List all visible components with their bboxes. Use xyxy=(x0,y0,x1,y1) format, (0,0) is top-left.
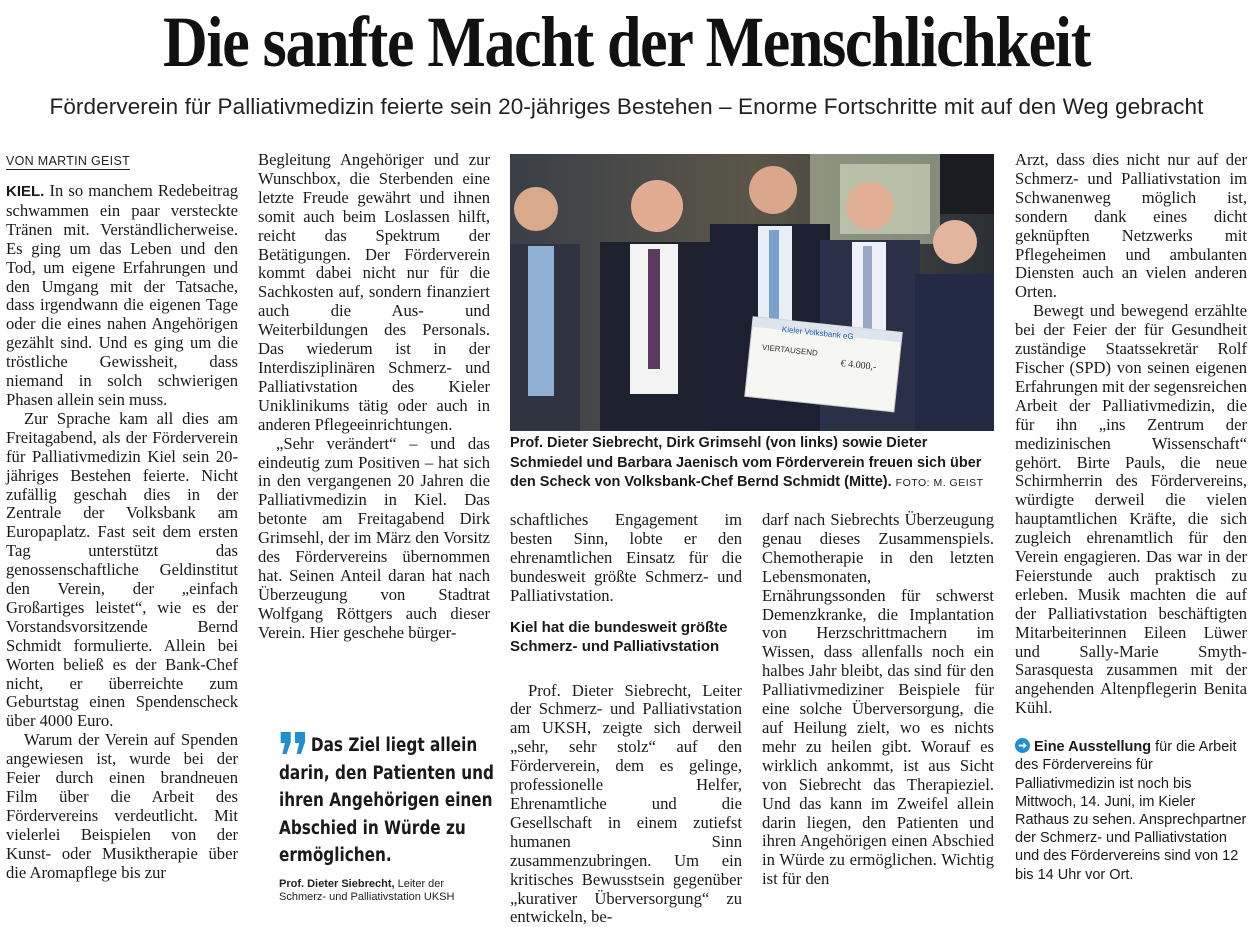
article-headline: Die sanfte Macht der Menschlichkeit xyxy=(162,2,1091,82)
article-photo xyxy=(510,154,994,431)
caption-text: Prof. Dieter Siebrecht, Dirk Grimsehl (von links) sowie Dieter Schmiedel und Barbara Jaenisch vom Förderverein freuen sich über den Scheck von Volksbank-Chef Bernd Schmidt (Mitte). xyxy=(510,435,982,490)
paragraph: schaftliches Engagement im besten Sinn, lobte er den ehrenamtlichen Einsatz für die bundesweit größte Schmerz- und Palliativstation. xyxy=(510,510,742,605)
paragraph: Prof. Dieter Siebrecht, Leiter der Schmerz- und Palliativstation am UKSH, zeigte sich derweil „sehr, sehr stolz“ auf den Förderverein, dem es gelinge, professionelle Helfer, Ehrenamtliche und die Gesellschaft in einem zutiefst humanen Sinn zusammenzubringen. Um ein kritisches Bewusstsein gegenüber „kurativer Überversorgung“ zu entwickeln, be- xyxy=(510,680,742,927)
pull-quote-text xyxy=(279,732,494,870)
quote-body: Das Ziel liegt allein darin, den Patienten und ihren Angehörigen einen Abschied in Würde zu ermöglichen. xyxy=(279,735,494,866)
scheck-amount-text: VIERTAUSEND xyxy=(761,342,819,358)
column-4 xyxy=(762,511,994,911)
article-subheadline: Förderverein für Palliativmedizin feierte sein 20-jähriges Bestehen – Enorme Fortschritte mit auf den Weg gebracht xyxy=(49,94,1204,119)
column-1 xyxy=(6,151,238,911)
photo-illustration xyxy=(510,154,994,431)
dateline: KIEL. xyxy=(6,183,45,200)
pull-quote xyxy=(279,732,494,905)
arrow-right-circle-icon xyxy=(1015,738,1030,753)
quote-attribution xyxy=(279,878,494,905)
column-2 xyxy=(258,151,490,681)
paragraph: darf nach Siebrechts Überzeugung genau dieses Zusammenspiels. Chemotherapie in den letzten Lebensmonaten, Ernährungssonden für schwerst Demenzkranke, die Implantation von Herzschrittmachern im Wissen, dass allenfalls noch ein halbes Jahr bleibt, das sind für den Palliativmediziner Beispiele für eine solche Überversorgung, die auf Heilung zielt, wo es nichts mehr zu heilen gibt. Worauf es wirklich ankommt, ist aus Sicht von Siebrecht das Therapieziel. Und das kann im Zweifel allein darin liegen, den Patienten und ihren Angehörigen einen Abschied in Würde zu ermöglichen. Wichtig ist für den xyxy=(762,510,994,889)
quote-author-name: Prof. Dieter Siebrecht, xyxy=(279,877,395,890)
info-text: für die Arbeit des Fördervereins für Palliativmedizin ist noch bis Mittwoch, 14. Juni, im Kieler Rathaus zu sehen. Ansprechpartner der Schmerz- und Palliativstation und des Fördervereins sind von 12 bis 14 Uhr vor Ort. xyxy=(1015,739,1247,883)
column-5 xyxy=(1015,151,1247,911)
info-box xyxy=(1015,738,1247,884)
paragraph: „Sehr verändert“ – und das eindeutig zum Positiven – hat sich in den vergangenen 20 Jahren die Palliativmedizin in Kiel. Das betonte am Freitagabend Dirk Grimsehl, der im März den Vorsitz des Fördervereins übernommen hat. Seinen Anteil daran hat nach Überzeugung von Stadtrat Wolfgang Röttgers auch dieser Verein. Hier geschehe bürger- xyxy=(258,433,490,642)
byline: VON MARTIN GEIST xyxy=(6,154,131,168)
scheck-bank: Kieler Volksbank eG xyxy=(781,324,855,342)
section-heading: Kiel hat die bundesweit größte Schmerz- und Palliativstation xyxy=(510,618,728,655)
info-lead: Eine Ausstellung xyxy=(1034,739,1152,756)
photo-caption xyxy=(510,434,1000,494)
column-3 xyxy=(510,510,742,927)
paragraph xyxy=(6,182,238,410)
paragraph-text: In so manchem Redebeitrag schwammen ein paar versteckte Tränen mit. Verständlicherweise. Es ging um das Leben und den Tod, um eigene Erfahrungen und den Umgang mit der Tatsache, dass irgendwann die eigenen Tage oder die eines nahen Angehörigen gezählt sind. Und es ging um die tröstliche Gewissheit, dass niemand in solch schwierigen Phasen allein sein muss. xyxy=(6,181,238,409)
paragraph: Warum der Verein auf Spenden angewiesen ist, wurde bei der Feier durch einen brandneuen Film über die Arbeit des Fördervereins verdeutlicht. Mit vielerlei Beispielen von der Kunst- oder Musiktherapie über die Aromapflege bis zur xyxy=(6,730,238,882)
photo-credit: FOTO: M. GEIST xyxy=(895,477,984,489)
paragraph: Bewegt und bewegend erzählte bei der Feier der für Gesundheit zuständige Staatssekretär Rolf Fischer (SPD) von seinen eigenen Erfahrungen mit der segensreichen Arbeit der Palliativmedizin, die für ihn „ins Zentrum der medizinischen Wissenschaft“ gehört. Birte Pauls, die neue Schirmherrin des Fördervereins, würdigte derweil die vielen hauptamtlichen Kräfte, die sich zugleich ehrenamtlich für den Verein engagieren. Das war in der Feierstunde auch praktisch zu erleben. Musik machten die auf der Palliativstation beschäftigten Mitarbeiterinnen Eileen Lüwer und Sally-Marie Smyth-Sarasquesta zusammen mit der angehenden Altenpflegerin Benita Kühl. xyxy=(1015,301,1247,718)
paragraph: Begleitung Angehöriger und zur Wunschbox, die Sterbenden eine letzte Freude gewährt und ihnen somit auch beim Loslassen hilft, reicht das Spektrum der Betätigungen. Der Förderverein kommt dabei nicht nur für die Sachkosten auf, sondern finanziert auch die Aus- und Weiterbildungen des Personals. Das wiederum ist in der Interdisziplinären Schmerz- und Palliativstation des Kieler Uniklinikums tätig oder auch in anderen Pflegeeinrichtungen. xyxy=(258,150,490,434)
scheck-amount: € 4.000,- xyxy=(840,358,877,373)
paragraph: Arzt, dass dies nicht nur auf der Schmerz- und Palliativstation im Schwanenweg möglich ist, sondern dank eines dicht geknüpften Netzwerks mit Pflegeheimen und ambulanten Diensten auch an vielen anderen Orten. xyxy=(1015,150,1247,302)
quote-author-role: Leiter der Schmerz- und Palliativstation UKSH xyxy=(279,877,455,903)
quote-mark-icon xyxy=(279,732,308,754)
paragraph: Zur Sprache kam all dies am Freitagabend, als der Förderverein für Palliativmedizin Kiel sein 20-jähriges Bestehen feierte. Nicht zufällig geschah dies in der Zentrale der Volksbank am Europaplatz. Fast seit dem ersten Tag unterstützt das genossenschaftliche Geldinstitut den Verein, der „einfach Großartiges leistet“, wie es der Vorstandsvorsitzende Bernd Schmidt formulierte. Allein bei Worten beließ es der Bank-Chef nicht, er überreichte zum Geburtstag einen Spendenscheck über 4000 Euro. xyxy=(6,408,238,731)
